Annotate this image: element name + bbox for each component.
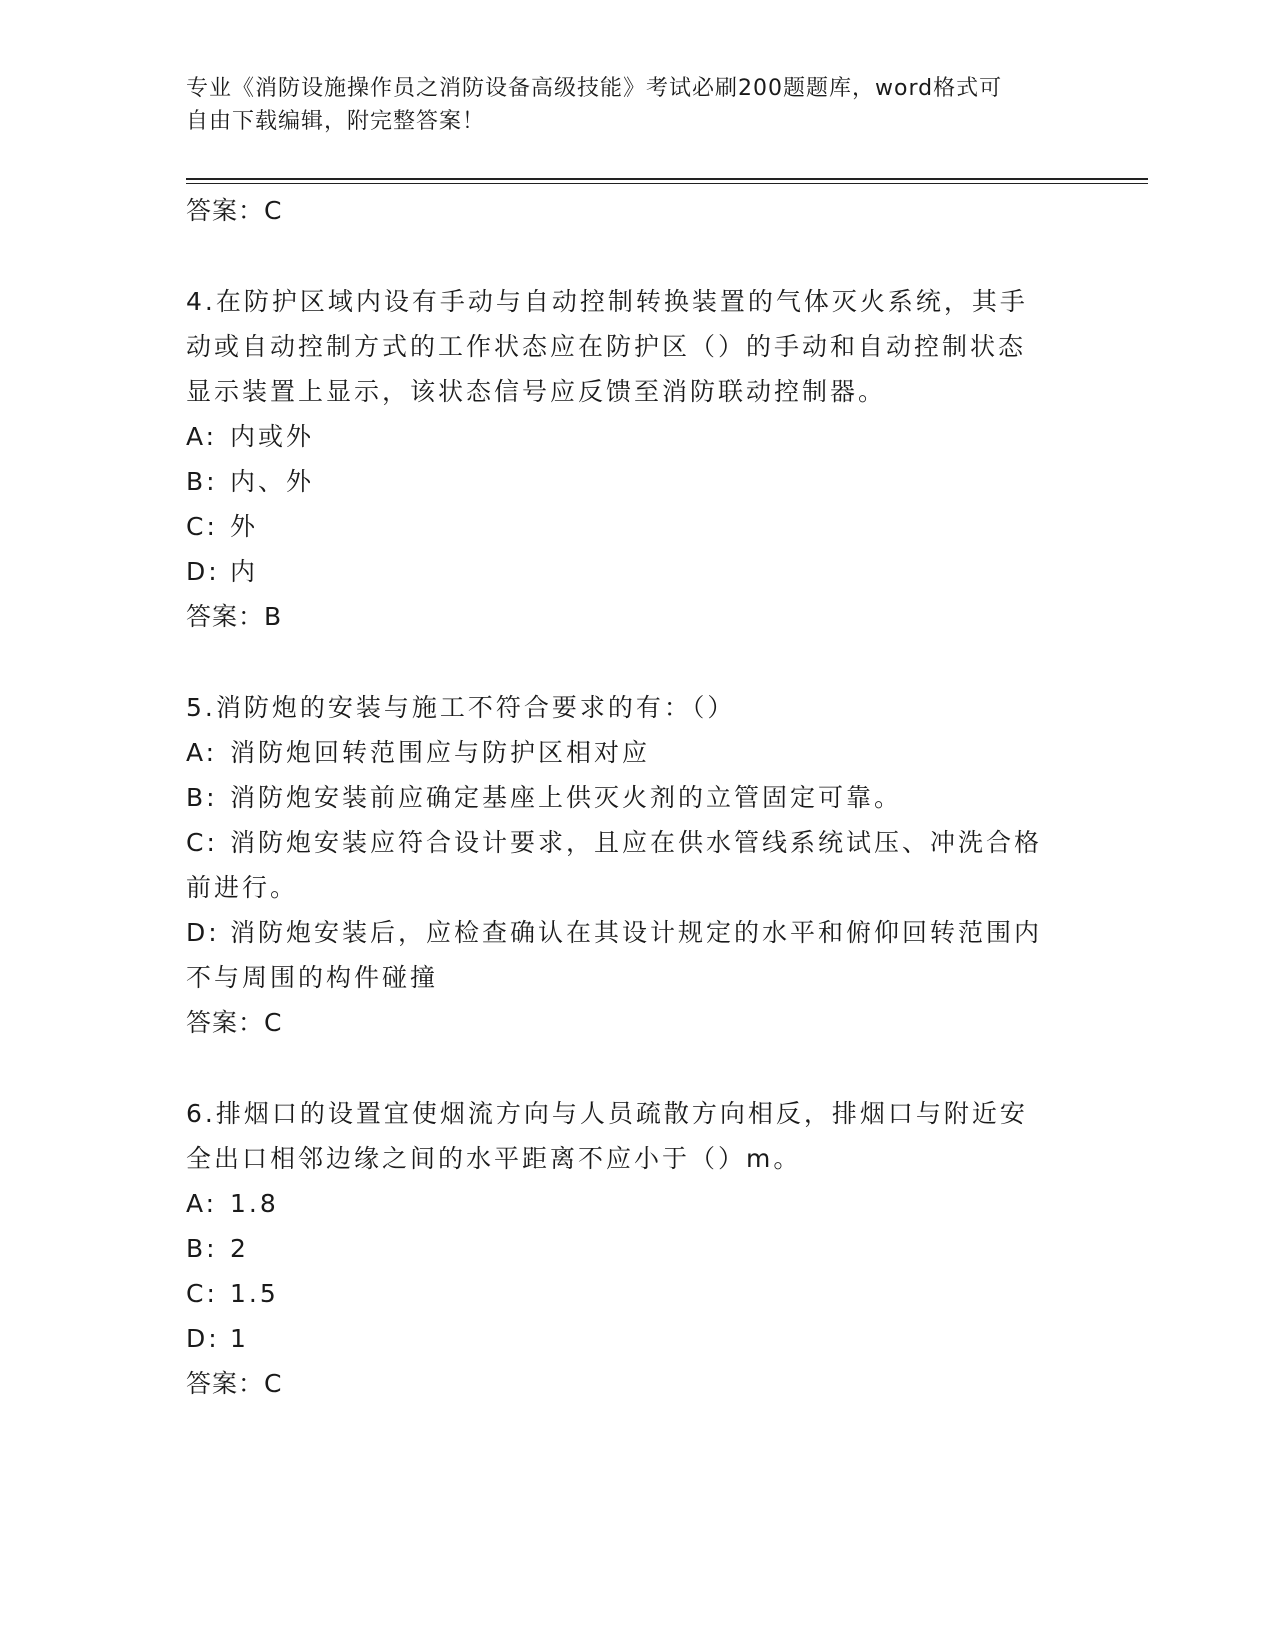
option-d <box>186 910 1086 955</box>
option-letter: A: <box>186 1189 218 1218</box>
question-4 <box>186 279 1086 639</box>
option-text: 消防炮安装前应确定基座上供灭火剂的立管固定可靠。 <box>230 783 903 812</box>
answer: 答案：B <box>186 602 283 631</box>
option-text: 消防炮安装应符合设计要求，且应在供水管线系统试压、冲洗合格 <box>230 828 1043 857</box>
option-text: 内、外 <box>230 467 315 496</box>
question-6 <box>186 1091 1086 1406</box>
option-text: 内或外 <box>230 422 315 451</box>
option-b <box>186 1226 1086 1271</box>
option-d-continuation: 不与周围的构件碰撞 <box>186 963 439 992</box>
option-c <box>186 504 1086 549</box>
option-letter: C: <box>186 1279 218 1308</box>
answer-prev: 答案：C <box>186 196 283 225</box>
option-letter: C: <box>186 512 218 541</box>
spacer <box>186 233 1086 279</box>
option-text: 外 <box>230 512 259 541</box>
option-letter: D: <box>186 918 220 947</box>
question-text-line: 全出口相邻边缘之间的水平距离不应小于（）m。 <box>186 1144 802 1173</box>
option-letter: C: <box>186 828 218 857</box>
option-b <box>186 775 1086 820</box>
option-text: 消防炮回转范围应与防护区相对应 <box>230 738 651 767</box>
header-line-2: 自由下载编辑，附完整答案！ <box>186 109 486 134</box>
option-letter: A: <box>186 738 218 767</box>
option-letter: D: <box>186 1324 220 1353</box>
option-text: 2 <box>230 1234 249 1263</box>
option-c-continuation: 前进行。 <box>186 873 299 902</box>
question-text-line: 显示装置上显示，该状态信号应反馈至消防联动控制器。 <box>186 377 887 406</box>
option-letter: B: <box>186 783 218 812</box>
answer: 答案：C <box>186 1008 283 1037</box>
spacer <box>186 1045 1086 1091</box>
option-a <box>186 414 1086 459</box>
option-d <box>186 1316 1086 1361</box>
question-text-line: 4.在防护区域内设有手动与自动控制转换装置的气体灭火系统，其手 <box>186 287 1028 316</box>
option-text: 1 <box>230 1324 249 1353</box>
option-letter: A: <box>186 422 218 451</box>
header-rule-thick <box>186 178 1148 180</box>
question-text-line: 动或自动控制方式的工作状态应在防护区（）的手动和自动控制状态 <box>186 332 1027 361</box>
option-c <box>186 820 1086 865</box>
option-letter: D: <box>186 557 220 586</box>
question-text-line: 6.排烟口的设置宜使烟流方向与人员疏散方向相反，排烟口与附近安 <box>186 1099 1028 1128</box>
answer: 答案：C <box>186 1369 283 1398</box>
spacer <box>186 639 1086 685</box>
question-content <box>186 188 1086 1406</box>
option-text: 1.5 <box>230 1279 279 1308</box>
option-b <box>186 459 1086 504</box>
option-text: 消防炮安装后，应检查确认在其设计规定的水平和俯仰回转范围内 <box>230 918 1043 947</box>
option-letter: B: <box>186 467 218 496</box>
question-5 <box>186 685 1086 1045</box>
option-a <box>186 730 1086 775</box>
option-text: 内 <box>230 557 259 586</box>
header-rule-thin <box>186 183 1148 184</box>
question-text-line: 5.消防炮的安装与施工不符合要求的有：（） <box>186 693 736 722</box>
page-header <box>186 72 1086 138</box>
option-letter: B: <box>186 1234 218 1263</box>
option-text: 1.8 <box>230 1189 279 1218</box>
option-a <box>186 1181 1086 1226</box>
option-d <box>186 549 1086 594</box>
option-c <box>186 1271 1086 1316</box>
header-line-1: 专业《消防设施操作员之消防设备高级技能》考试必刷200题题库，word格式可 <box>186 76 1003 101</box>
